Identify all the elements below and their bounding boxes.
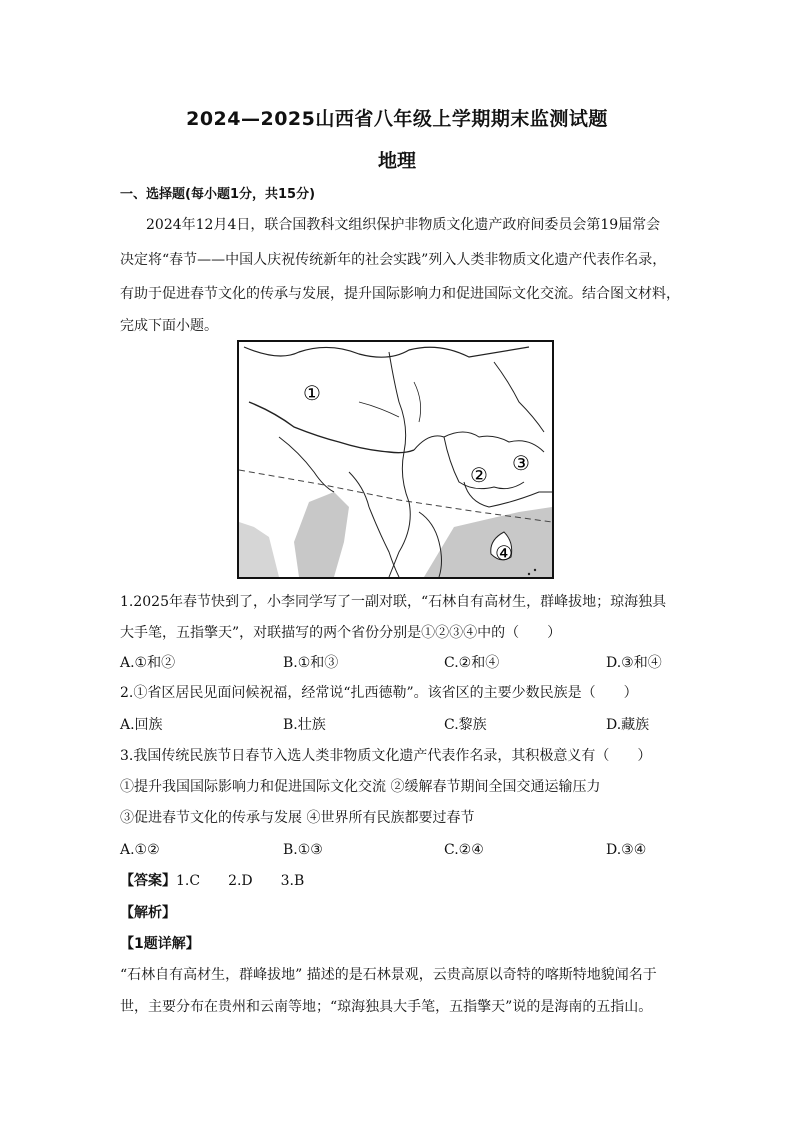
question-1-analysis-line-1: “石林自有高材生，群峰拔地” 描述的是石林景观，云贵高原以奇特的喀斯特地貌闻名于 [120, 967, 657, 983]
question-1-stem-line-1: 1.2025年春节快到了，小李同学写了一副对联，“石林自有高材生，群峰拔地；琼海独具 [120, 594, 667, 610]
answer-line [120, 871, 304, 891]
section-heading: 一、选择题(每小题1分，共15分) [120, 187, 316, 202]
question-1-option-d: D.③和④ [606, 655, 662, 671]
river-line [414, 382, 421, 422]
bay-of-bengal-shape [294, 492, 349, 577]
india-border [279, 437, 334, 492]
answer-value: 1.C 2.D 3.B [176, 873, 305, 889]
subject-title: 地理 [377, 150, 416, 172]
island-dot [534, 569, 536, 571]
intro-line-1: 2024年12月4日，联合国教科文组织保护非物质文化遗产政府间委员会第19届常会 [146, 217, 661, 233]
map-drawing [239, 342, 552, 577]
question-3-option-a: A.①② [120, 842, 160, 858]
map-label-1: ① [303, 381, 321, 405]
analysis-label: 【解析】 [120, 905, 176, 921]
arabian-sea-shape [239, 522, 279, 577]
intro-line-4: 完成下面小题。 [120, 318, 218, 334]
map-label-3: ③ [512, 451, 530, 475]
question-2-option-b: B.壮族 [283, 717, 326, 733]
river-line-2 [359, 402, 399, 417]
central-border [414, 432, 544, 452]
question-3-statement-line-1: ①提升我国国际影响力和促进国际文化交流 ②缓解春节期间全国交通运输压力 [120, 779, 601, 795]
question-3-option-d: D.③④ [606, 842, 647, 858]
question-1-analysis-line-2: 世，主要分布在贵州和云南等地；“琼海独具大手笔，五指擎天”说的是海南的五指山。 [120, 999, 653, 1015]
himalaya-border [249, 402, 414, 453]
document-title: 2024—2025山西省八年级上学期期末监测试题 [186, 108, 608, 130]
question-3-option-b: B.①③ [283, 842, 323, 858]
question-1-analysis-label: 【1题详解】 [120, 936, 200, 952]
western-province-border [389, 352, 410, 577]
intro-line-3: 有助于促进春节文化的传承与发展，提升国际影响力和促进国际文化交流。结合图文材料， [120, 286, 680, 302]
answer-label: 【答案】 [120, 873, 176, 889]
question-2-stem: 2.①省区居民见面问候祝福，经常说“扎西德勒”。该省区的主要少数民族是（ ） [120, 685, 638, 701]
region-map [237, 340, 554, 579]
south-china-sea-shape [424, 507, 552, 577]
myanmar-border [349, 472, 399, 577]
map-label-2: ② [470, 463, 488, 487]
question-2-option-c: C.黎族 [444, 717, 487, 733]
tropic-line [239, 470, 552, 522]
northern-border [244, 347, 529, 357]
question-3-statement-line-2: ③促进春节文化的传承与发展 ④世界所有民族都要过春节 [120, 810, 475, 826]
island-dot [528, 573, 530, 575]
question-3-stem: 3.我国传统民族节日春节入选人类非物质文化遗产代表作名录，其积极意义有（ ） [120, 748, 652, 764]
question-2-option-d: D.藏族 [606, 717, 650, 733]
question-1-option-c: C.②和④ [444, 655, 500, 671]
intro-line-2: 决定将“春节——中国人庆祝传统新年的社会实践”列入人类非物质文化遗产代表作名录， [120, 252, 667, 268]
question-1-option-a: A.①和② [120, 655, 176, 671]
eastern-border [494, 362, 544, 432]
question-1-option-b: B.①和③ [283, 655, 339, 671]
question-2-option-a: A.回族 [120, 717, 163, 733]
question-1-stem-line-2: 大手笔，五指擎天”，对联描写的两个省份分别是①②③④中的（ ） [120, 625, 562, 641]
map-label-4: ④ [495, 541, 513, 565]
question-3-option-c: C.②④ [444, 842, 484, 858]
